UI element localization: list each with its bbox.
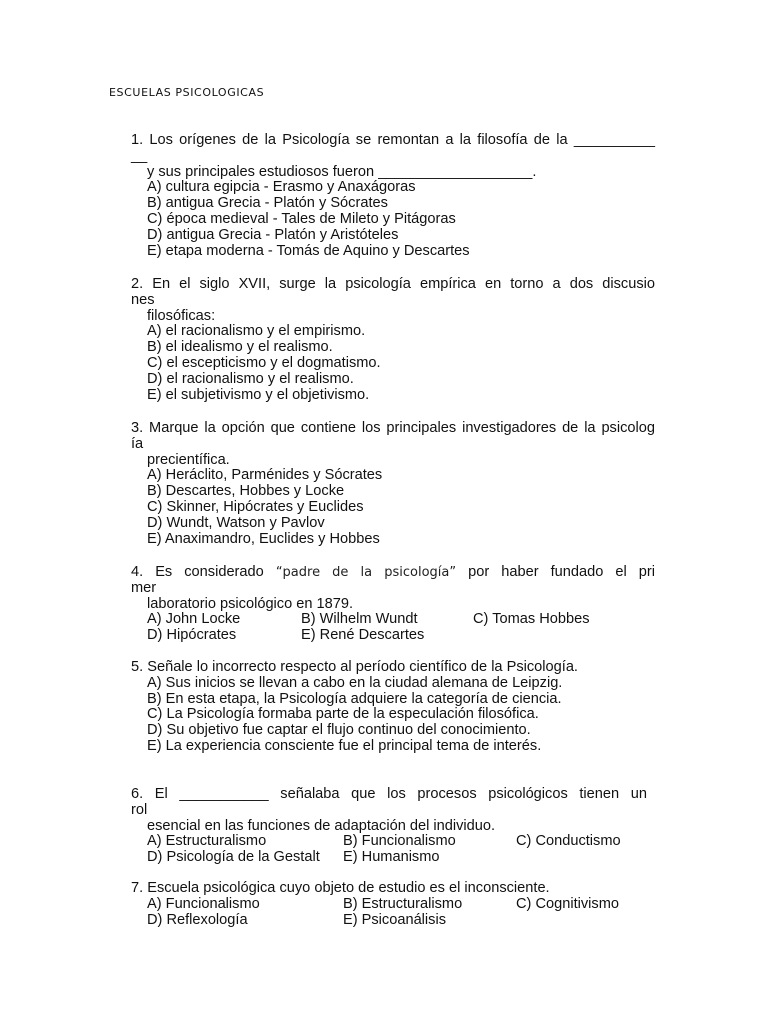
question-6-option-c: C) Conductismo bbox=[516, 833, 621, 850]
question-5-stem-line1: 5. Señale lo incorrecto respecto al período científico de la Psicología. bbox=[131, 659, 578, 675]
question-2-option-b: B) el idealismo y el realismo. bbox=[147, 339, 333, 356]
question-2-stem-line2: nes bbox=[131, 291, 155, 308]
question-4-stem-quote: “padre de la psicología” bbox=[275, 565, 457, 580]
question-1-option-c: C) época medieval - Tales de Mileto y Pitágoras bbox=[147, 210, 456, 227]
question-6-option-b: B) Funcionalismo bbox=[343, 833, 456, 850]
question-4-stem-start: 4. Es considerado bbox=[131, 564, 264, 580]
question-1-option-e: E) etapa moderna - Tomás de Aquino y Descartes bbox=[147, 242, 470, 259]
question-4-stem-end: por haber fundado el pri bbox=[468, 564, 655, 580]
question-7-stem-line1: 7. Escuela psicológica cuyo objeto de estudio es el inconsciente. bbox=[131, 880, 550, 896]
question-3-option-a: A) Heráclito, Parménides y Sócrates bbox=[147, 467, 383, 484]
question-1-stem-line1: 1. Los orígenes de la Psicología se remontan a la filosofía de la __________ bbox=[131, 132, 655, 148]
question-6-stem-line3: esencial en las funciones de adaptación del individuo. bbox=[147, 817, 496, 834]
question-3-stem-line1: 3. Marque la opción que contiene los principales investigadores de la psicolog bbox=[131, 420, 655, 436]
question-4-option-a: A) John Locke bbox=[147, 611, 241, 628]
question-6-option-e: E) Humanismo bbox=[343, 849, 440, 866]
question-4 bbox=[131, 565, 655, 644]
question-2-option-a: A) el racionalismo y el empirismo. bbox=[147, 323, 366, 340]
question-1-option-b: B) antigua Grecia - Platón y Sócrates bbox=[147, 195, 388, 212]
question-6 bbox=[131, 787, 647, 866]
question-4-option-d: D) Hipócrates bbox=[147, 627, 237, 644]
question-4-options-row-2 bbox=[147, 628, 655, 644]
question-3-stem-line3: precientífica. bbox=[147, 451, 230, 468]
question-4-stem-line3: laboratorio psicológico en 1879. bbox=[147, 595, 354, 612]
question-4-options-row-1 bbox=[147, 612, 655, 628]
question-7-option-d: D) Reflexología bbox=[147, 911, 248, 928]
question-4-option-b: B) Wilhelm Wundt bbox=[301, 611, 418, 628]
question-3 bbox=[131, 421, 655, 547]
question-3-option-c: C) Skinner, Hipócrates y Euclides bbox=[147, 498, 364, 515]
question-5 bbox=[131, 660, 655, 755]
question-4-stem-line2: mer bbox=[131, 579, 157, 596]
question-2-option-e: E) el subjetivismo y el objetivismo. bbox=[147, 386, 370, 403]
question-2-stem-line1: 2. En el siglo XVII, surge la psicología empírica en torno a dos discusio bbox=[131, 276, 655, 292]
question-4-stem-line1 bbox=[131, 565, 655, 581]
question-5-option-d: D) Su objetivo fue captar el flujo continuo del conocimiento. bbox=[147, 722, 531, 739]
question-7-option-b: B) Estructuralismo bbox=[343, 895, 463, 912]
question-1-option-d: D) antigua Grecia - Platón y Aristóteles bbox=[147, 226, 399, 243]
question-5-option-a: A) Sus inicios se llevan a cabo en la ciudad alemana de Leipzig. bbox=[147, 674, 563, 691]
question-3-option-b: B) Descartes, Hobbes y Locke bbox=[147, 483, 345, 500]
question-1-stem-line3: y sus principales estudiosos fueron ___________________. bbox=[147, 163, 537, 180]
question-6-options-row-1 bbox=[147, 834, 647, 850]
question-1-stem-line2: __ bbox=[131, 147, 148, 164]
question-4-option-c: C) Tomas Hobbes bbox=[473, 611, 590, 628]
document-title: ESCUELAS PSICOLOGICAS bbox=[109, 86, 265, 99]
question-2-option-c: C) el escepticismo y el dogmatismo. bbox=[147, 354, 381, 371]
question-6-option-d: D) Psicología de la Gestalt bbox=[147, 849, 320, 866]
question-7-option-e: E) Psicoanálisis bbox=[343, 911, 447, 928]
question-3-option-d: D) Wundt, Watson y Pavlov bbox=[147, 514, 325, 531]
question-7 bbox=[131, 881, 655, 928]
question-6-stem-line2: rol bbox=[131, 801, 148, 818]
question-6-options-row-2 bbox=[147, 850, 647, 866]
question-3-stem-line2: ía bbox=[131, 435, 144, 452]
question-7-options-row-1 bbox=[147, 897, 655, 913]
question-7-option-c: C) Cognitivismo bbox=[516, 895, 619, 912]
question-1-option-a: A) cultura egipcia - Erasmo y Anaxágoras bbox=[147, 179, 416, 196]
question-6-stem-line1: 6. El ___________ señalaba que los procesos psicológicos tienen un bbox=[131, 786, 647, 802]
question-7-option-a: A) Funcionalismo bbox=[147, 895, 260, 912]
question-2 bbox=[131, 277, 655, 403]
question-1 bbox=[131, 133, 655, 259]
question-5-option-b: B) En esta etapa, la Psicología adquiere la categoría de ciencia. bbox=[147, 690, 562, 707]
question-5-option-c: C) La Psicología formaba parte de la especulación filosófica. bbox=[147, 706, 539, 723]
question-7-options-row-2 bbox=[147, 913, 655, 929]
question-6-option-a: A) Estructuralismo bbox=[147, 833, 267, 850]
question-2-stem-line3: filosóficas: bbox=[147, 307, 216, 324]
question-5-option-e: E) La experiencia consciente fue el principal tema de interés. bbox=[147, 737, 542, 754]
question-2-option-d: D) el racionalismo y el realismo. bbox=[147, 370, 354, 387]
question-4-option-e: E) René Descartes bbox=[301, 627, 425, 644]
question-3-option-e: E) Anaximandro, Euclides y Hobbes bbox=[147, 530, 380, 547]
